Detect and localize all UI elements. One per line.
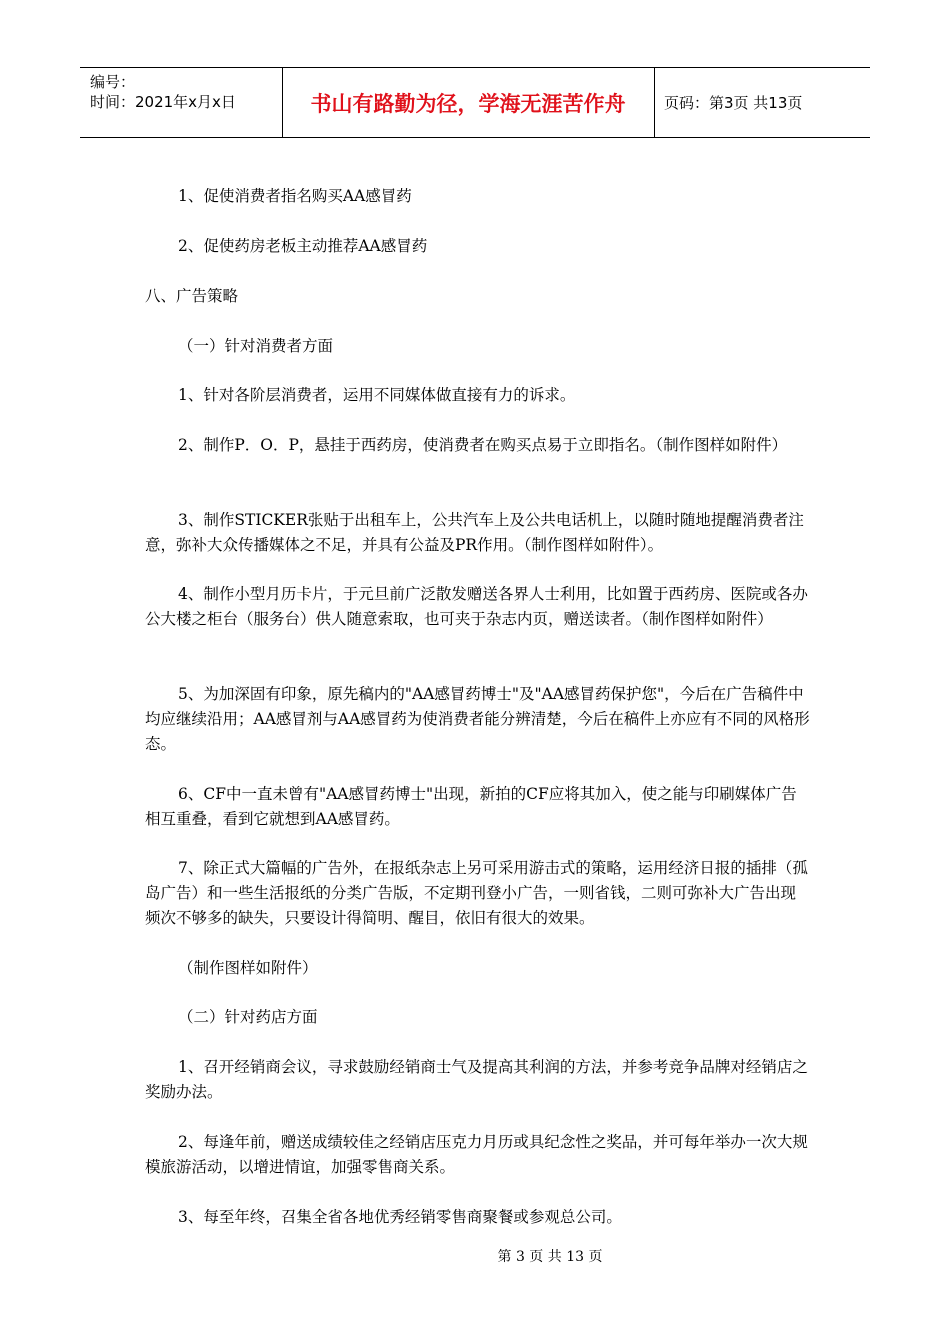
paragraph: 3、每至年终，召集全省各地优秀经销零售商聚餐或参观总公司。	[178, 1208, 622, 1226]
header-page-info: 页码：第3页 共13页	[664, 94, 803, 112]
header-divider-right	[654, 68, 655, 137]
section-heading: 八、广告策略	[145, 287, 239, 305]
paragraph: 1、促使消费者指名购买AA感冒药	[178, 187, 412, 205]
paragraph: 2、制作P．O．P，悬挂于西药房，使消费者在购买点易于立即指名。（制作图样如附件）	[178, 436, 788, 454]
paragraph: 2、每逢年前，赠送成绩较佳之经销店压克力月历或具纪念性之奖品，并可每年举办一次大规模旅游活动，以增进情谊，加强零售商关系。	[145, 1133, 808, 1176]
page-header	[80, 67, 870, 138]
header-meta	[90, 72, 236, 112]
paragraph: （制作图样如附件）	[178, 959, 318, 977]
paragraph: 6、CF中一直未曾有"AA感冒药博士"出现，新拍的CF应将其加入，使之能与印刷媒体广告相互重叠，看到它就想到AA感冒药。	[145, 785, 797, 828]
subsection-heading: （一）针对消费者方面	[178, 337, 334, 355]
paragraph: 2、促使药房老板主动推荐AA感冒药	[178, 237, 428, 255]
paragraph: 5、为加深固有印象，原先稿内的"AA感冒药博士"及"AA感冒药保护您"，今后在广告稿件中均应继续沿用；AA感冒剂与AA感冒药为使消费者能分辨清楚，今后在稿件上亦应有不同的风格形态。	[145, 685, 810, 753]
footer-page-number: 第 3 页 共 13 页	[497, 1249, 603, 1265]
document-number-label: 编号：	[90, 73, 136, 91]
document-time-label: 时间：2021年x月x日	[90, 93, 236, 111]
page-footer	[0, 1246, 950, 1266]
header-motto: 书山有路勤为径，学海无涯苦作舟	[310, 91, 626, 116]
paragraph: 3、制作STICKER张贴于出租车上，公共汽车上及公共电话机上，以随时随地提醒消费者注意，弥补大众传播媒体之不足，并具有公益及PR作用。（制作图样如附件）。	[145, 511, 804, 554]
paragraph: 7、除正式大篇幅的广告外，在报纸杂志上另可采用游击式的策略，运用经济日报的插排（孤岛广告）和一些生活报纸的分类广告版，不定期刊登小广告，一则省钱，二则可弥补大广告出现频次不够多的缺失，只要设计得简明、醒目，依旧有很大的效果。	[145, 859, 808, 927]
paragraph: 1、针对各阶层消费者，运用不同媒体做直接有力的诉求。	[178, 386, 576, 404]
subsection-heading: （二）针对药店方面	[178, 1008, 318, 1026]
paragraph: 4、制作小型月历卡片，于元旦前广泛散发赠送各界人士利用，比如置于西药房、医院或各办公大楼之柜台（服务台）供人随意索取，也可夹于杂志内页，赠送读者。（制作图样如附件）	[145, 585, 808, 628]
paragraph: 1、召开经销商会议，寻求鼓励经销商士气及提高其利润的方法，并参考竞争品牌对经销店之奖励办法。	[145, 1058, 808, 1101]
